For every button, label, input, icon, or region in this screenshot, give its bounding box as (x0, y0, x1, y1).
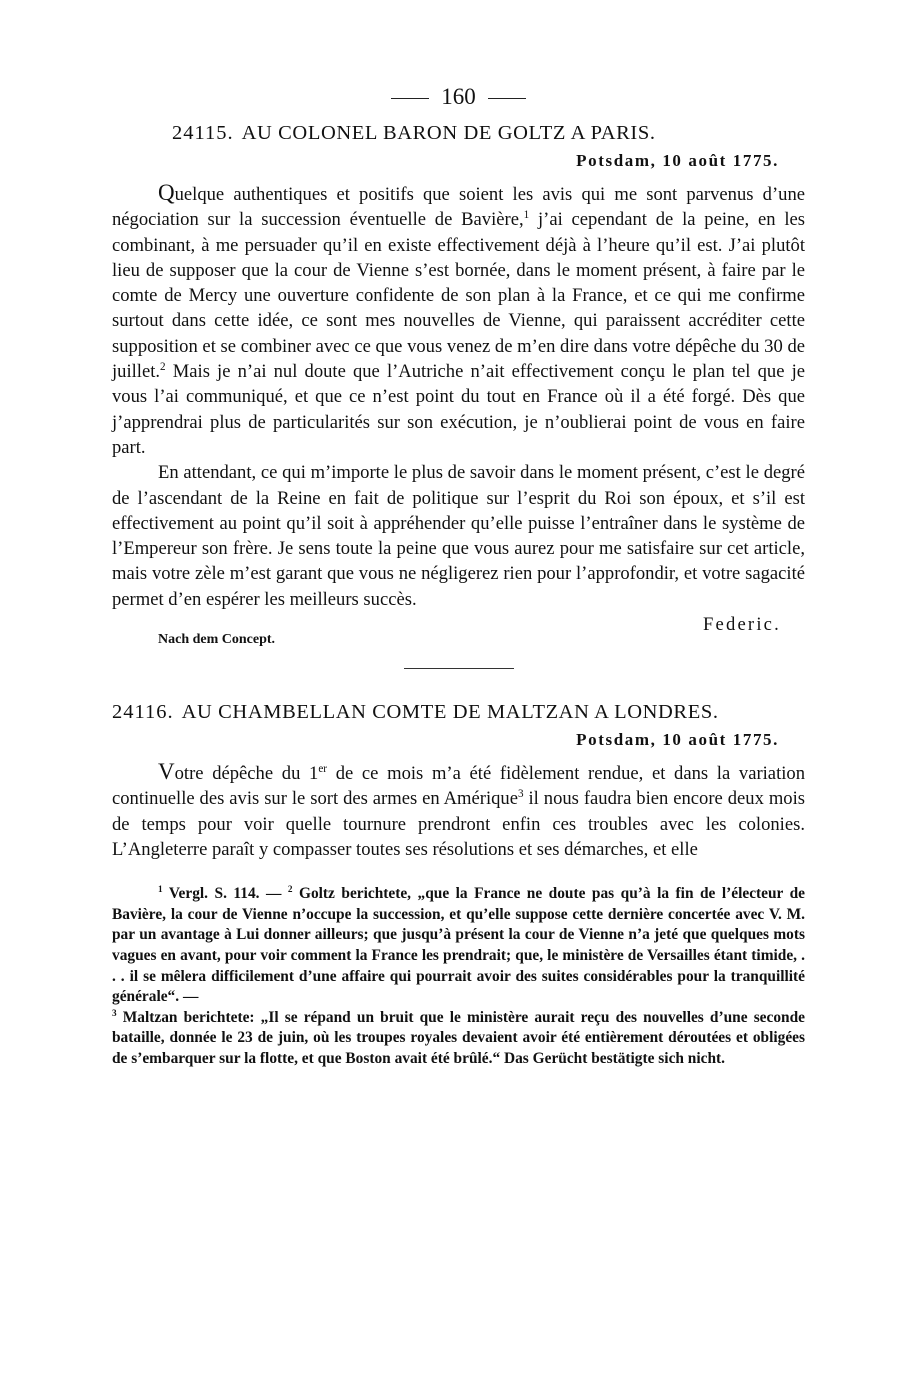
ordinal-suffix: er (318, 762, 328, 775)
paragraph-text: otre dépêche du 1 (174, 763, 319, 785)
footnote-text: Maltzan berichtete: „Il se répand un bruit que le ministère aurait reçu des nouvelles d’une seconde bataille, donnée le 23 de juin, où les troupes royales devaient avoir été entièrement déroutées et obligées de s’embarquer sur la flotte, et que Boston avait été brûlé.“ Das Gerücht bestätigte sich nicht. (112, 1008, 805, 1067)
letter-dateline: Potsdam, 10 août 1775. (576, 151, 779, 170)
letter-number: 24115. (172, 122, 234, 144)
paragraph-text: uelque authentiques et positifs que soient les avis qui me sont parvenus d’une négociation sur la succession éventuelle de Bavière, (112, 184, 805, 231)
paragraph: En attendant, ce qui m’importe le plus de savoir dans le moment présent, c’est le degré de l’ascendant de la Reine en fait de politique sur l’esprit du Roi son époux, et s’il est effectivement au point qu’il soit à appréhender qu’elle puisse l’entraîner dans le système de l’Empereur son frère. Je sens toute la peine que vous aurez pour me satisfaire sur cet article, mais votre zèle m’est garant que vous ne négligerez rien pour l’approfondir, et votre sagacité permet d’en espérer les meilleurs succès. (112, 462, 805, 610)
paragraph (112, 759, 805, 862)
paragraph-text: Mais je n’ai nul doute que l’Autriche n’ait effectivement conçu le plan tel que je vous l’ai communiqué, et que ce n’est point du tout en France où il a été forgé. Dès que j’apprendrai plus de particularités sur son exécution, je n’oublierai point de vous en faire part. (112, 361, 805, 458)
footnote-marker: 3 (517, 788, 524, 801)
header-rule-left (391, 98, 429, 99)
footnote-marker: 3 (112, 1007, 117, 1018)
footnote-paragraph (112, 884, 805, 1069)
footnote-marker: 1 (523, 209, 530, 222)
letter-number: 24116. (112, 701, 174, 724)
footnotes (112, 884, 805, 1069)
header-rule-right (488, 98, 526, 99)
letter-heading (112, 118, 805, 148)
paragraph (112, 180, 805, 460)
page-header (112, 80, 805, 114)
page-number: 160 (441, 84, 476, 109)
letter-body (112, 180, 805, 612)
letter-body (112, 759, 805, 862)
paragraph-initial: V (158, 759, 175, 785)
footnote-text: Vergl. S. 114. — (162, 885, 288, 903)
signature-block (112, 612, 805, 652)
signature: Federic. (702, 614, 781, 636)
letter-title: AU COLONEL BARON DE GOLTZ A PARIS. (241, 122, 656, 144)
footnote-marker: 2 (287, 884, 293, 895)
paragraph-initial: Q (158, 180, 175, 205)
paragraph-text: il nous faudra bien encore deux mois de temps pour voir quelle tournure prendront enfin ces troubles avec les colonies. L’Angleterre paraît y compasser toutes ses résolutions et ses démarches, et elle (112, 788, 805, 860)
source-note: Nach dem Concept. (158, 632, 276, 648)
letter-dateline: Potsdam, 10 août 1775. (576, 730, 779, 750)
letter-title: AU CHAMBELLAN COMTE DE MALTZAN A LONDRES. (181, 701, 719, 724)
paragraph-text: j’ai cependant de la peine, en les combinant, à me persuader qu’il en existe effectivement déjà à l’heure qu’il est. J’ai plutôt lieu de supposer que la cour de Vienne s’est bornée, dans le moment présent, à faire par le comte de Mercy une ouverture confidente de son plan à la France, et ce qui me confirme surtout dans cette idée, ce sont mes nouvelles de Vienne, qui paraissent accréditer cette supposition et se combiner avec ce que vous venez de m’en dire dans votre dépêche du 30 de juillet. (112, 209, 805, 383)
letter-heading (112, 697, 805, 727)
footnote-marker: 2 (160, 360, 166, 373)
document-page (112, 80, 805, 1070)
section-divider (404, 668, 514, 669)
footnote-marker: 1 (158, 884, 163, 895)
paragraph-text: de ce mois m’a été fidèlement rendue, et dans la variation continuelle des avis sur le sort des armes en Amérique (112, 763, 805, 810)
footnote-text: Goltz berichtete, „que la France ne doute pas qu’à la fin de l’électeur de Bavière, la cour de Vienne n’occupe la succession, et qu’elle suppose cette dernière concertée avec V. M. par un avantage à Lui donner ailleurs; que jusqu’à présent la cour de Vienne n’a jeté que quelques mots vagues en avant, pour voir comment la France les prendrait; que, le ministère de Versailles étant timide, . . . il se mêlera difficilement d’une affaire qui pourrait avoir des suites considérables pour la tranquillité générale“. — (112, 885, 805, 1006)
